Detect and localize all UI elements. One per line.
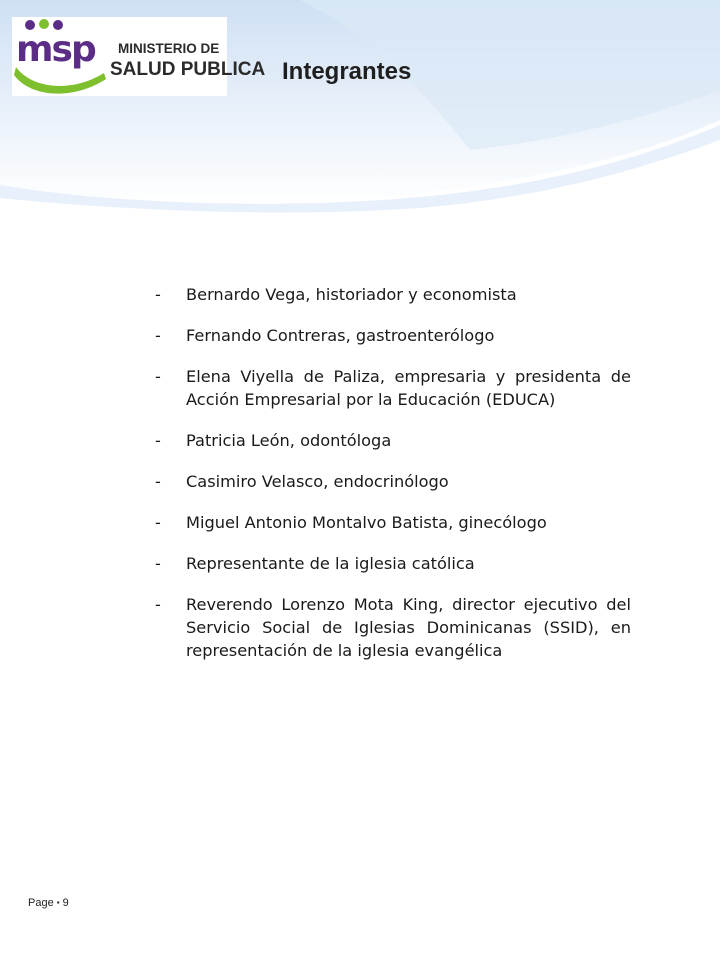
logo-line1: MINISTERIO DE	[118, 41, 220, 56]
list-item	[155, 593, 631, 662]
page-title: Integrantes	[282, 58, 412, 85]
footer-separator: ▪	[56, 898, 60, 907]
list-item-text: Bernardo Vega, historiador y economista	[186, 285, 517, 304]
list-item	[155, 365, 631, 411]
list-bullet: -	[155, 326, 161, 345]
member-list	[155, 283, 631, 680]
list-item	[155, 470, 631, 493]
list-item-text: Casimiro Velasco, endocrinólogo	[186, 472, 449, 491]
list-bullet: -	[155, 595, 161, 614]
list-item-text: Fernando Contreras, gastroenterólogo	[186, 326, 495, 345]
list-item-text: Representante de la iglesia católica	[186, 554, 475, 573]
list-bullet: -	[155, 285, 161, 304]
logo-abbrev: msp	[16, 29, 95, 70]
page-number: 9	[62, 897, 69, 909]
page-number-footer	[28, 897, 69, 909]
list-item	[155, 552, 631, 575]
ministry-logo	[12, 17, 266, 96]
page-label: Page	[28, 897, 54, 909]
list-item-text: Reverendo Lorenzo Mota King, director ejecutivo del Servicio Social de Iglesias Dominicanas (SSID), en representación de la iglesia evangélica	[186, 595, 631, 660]
list-bullet: -	[155, 554, 161, 573]
list-item	[155, 283, 631, 306]
list-item-text: Patricia León, odontóloga	[186, 431, 392, 450]
list-bullet: -	[155, 472, 161, 491]
logo-line2: SALUD PUBLICA	[110, 59, 266, 80]
list-bullet: -	[155, 367, 161, 386]
list-item	[155, 429, 631, 452]
list-item	[155, 511, 631, 534]
list-item-text: Miguel Antonio Montalvo Batista, ginecólogo	[186, 513, 547, 532]
list-bullet: -	[155, 431, 161, 450]
list-item-text: Elena Viyella de Paliza, empresaria y presidenta de Acción Empresarial por la Educación (EDUCA)	[186, 367, 631, 409]
list-bullet: -	[155, 513, 161, 532]
list-item	[155, 324, 631, 347]
